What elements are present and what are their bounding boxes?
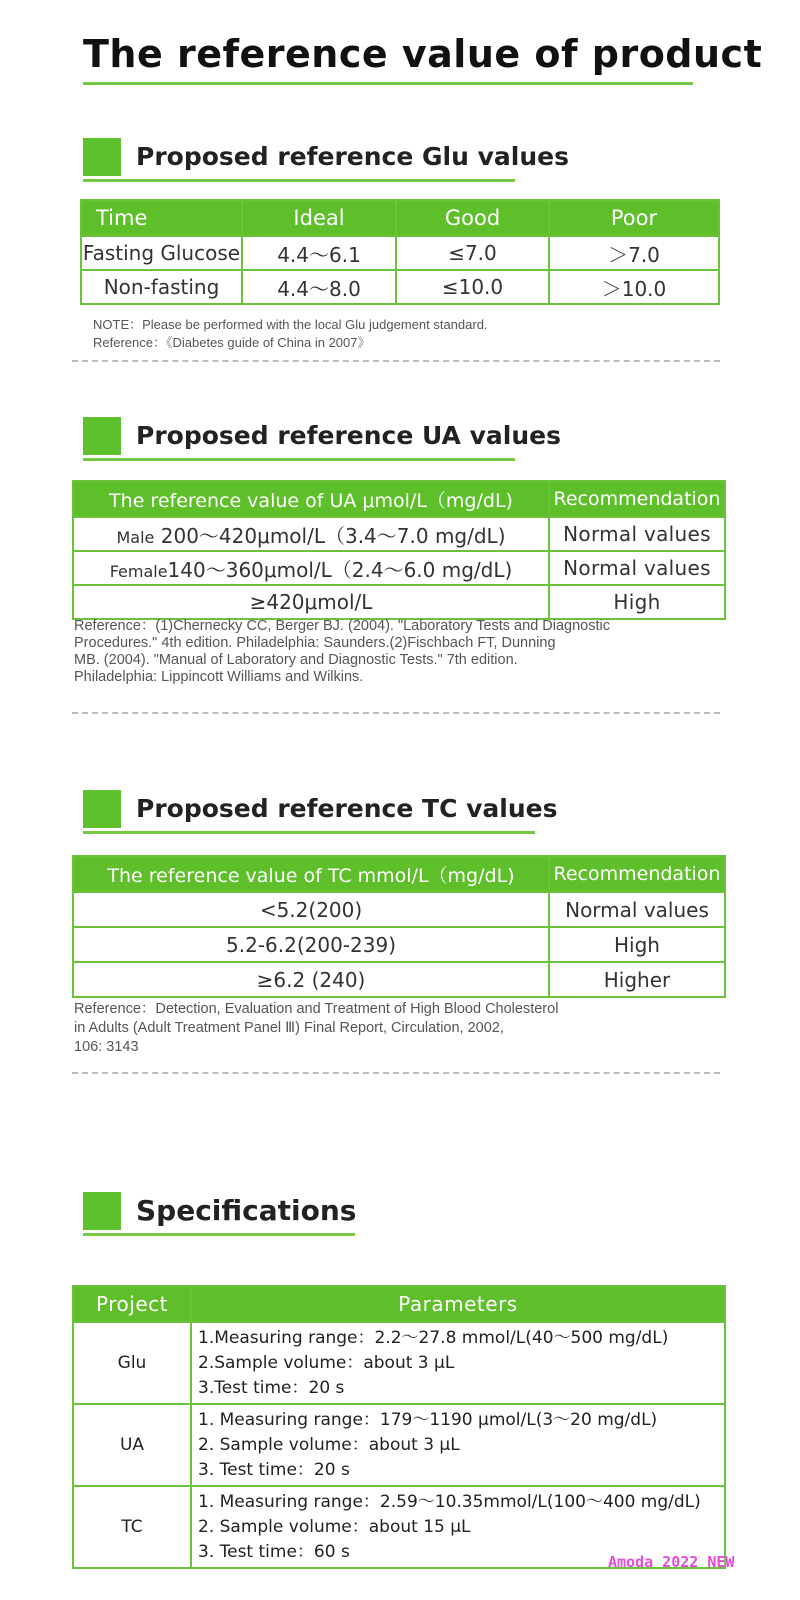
heading-underline — [83, 1233, 355, 1236]
table-header-row — [81, 200, 719, 236]
heading-underline — [83, 458, 515, 461]
table-cell — [73, 551, 549, 585]
table-cell: 5.2-6.2(200-239) — [73, 927, 549, 962]
recommendation-cell: Normal values — [549, 551, 725, 585]
column-header-poor: Poor — [549, 200, 719, 236]
reference-line: Procedures." 4th edition. Philadelphia: Saunders.(2)Fischbach FT, Dunning — [74, 635, 556, 651]
value-text: 200～420μmol/L（3.4～7.0 mg/dL) — [160, 523, 506, 548]
table-cell — [73, 517, 549, 551]
project-cell: Glu — [73, 1322, 191, 1404]
table-row — [73, 517, 725, 551]
reference-line: Reference：(1)Chernecky CC, Berger BJ. (2004). "Laboratory Tests and Diagnostic — [74, 618, 610, 634]
title-underline — [83, 82, 693, 85]
recommendation-cell: Normal values — [549, 517, 725, 551]
parameter-line: 3. Test time：60 s — [198, 1541, 350, 1562]
heading-marker-icon — [83, 138, 121, 176]
parameter-line: 1.Measuring range：2.2～27.8 mmol/L(40～500 mg/dL) — [198, 1327, 669, 1348]
parameter-line: 1. Measuring range：2.59～10.35mmol/L(100～400 mg/dL) — [198, 1491, 701, 1512]
column-header-parameters: Parameters — [191, 1286, 725, 1322]
glu-heading-label: Proposed reference Glu values — [136, 142, 569, 171]
value-text: 140～360μmol/L（2.4～6.0 mg/dL) — [167, 557, 513, 582]
page-title: The reference value of product — [83, 32, 763, 76]
table-row — [73, 962, 725, 997]
column-header-project: Project — [73, 1286, 191, 1322]
column-header-recommendation: Recommendation — [549, 481, 725, 517]
reference-line: MB. (2004). "Manual of Laboratory and Diagnostic Tests." 7th edition. — [74, 652, 518, 668]
table-row — [73, 892, 725, 927]
table-cell: Non-fasting — [81, 270, 242, 304]
recommendation-cell: Normal values — [549, 892, 725, 927]
glu-table — [80, 199, 720, 305]
column-header-good: Good — [396, 200, 549, 236]
table-header-row — [73, 1286, 725, 1322]
table-cell: ＞10.0 — [549, 270, 719, 304]
parameter-line: 3.Test time：20 s — [198, 1377, 345, 1398]
parameter-line: 1. Measuring range：179～1190 μmol/L(3～20 mg/dL) — [198, 1409, 658, 1430]
specs-heading-label: Specifications — [136, 1194, 357, 1227]
column-header-ideal: Ideal — [242, 200, 396, 236]
table-cell: ≤7.0 — [396, 236, 549, 270]
ua-reference — [74, 618, 610, 686]
specs-table — [72, 1285, 726, 1569]
table-row — [81, 270, 719, 304]
reference-line: 106: 3143 — [74, 1039, 139, 1055]
column-header-recommendation: Recommendation — [549, 856, 725, 892]
heading-marker-icon — [83, 1192, 121, 1230]
parameters-cell — [191, 1322, 725, 1404]
recommendation-cell: High — [549, 927, 725, 962]
parameter-line: 2. Sample volume：about 15 μL — [198, 1516, 471, 1537]
reference-line: Philadelphia: Lippincott Williams and Wilkins. — [74, 669, 364, 685]
row-label: Female — [109, 561, 168, 581]
ua-table — [72, 480, 726, 620]
table-cell: ＞7.0 — [549, 236, 719, 270]
column-header-time: Time — [81, 200, 242, 236]
table-cell: ≤10.0 — [396, 270, 549, 304]
table-cell: <5.2(200) — [73, 892, 549, 927]
table-row — [73, 551, 725, 585]
note-line: NOTE：Please be performed with the local Glu judgement standard. — [93, 317, 488, 332]
parameters-cell — [191, 1404, 725, 1486]
column-header-value: The reference value of TC mmol/L（mg/dL) — [73, 856, 549, 892]
table-cell: Fasting Glucose — [81, 236, 242, 270]
tc-heading-label: Proposed reference TC values — [136, 794, 558, 823]
section-divider — [72, 1072, 720, 1074]
project-cell: UA — [73, 1404, 191, 1486]
section-divider — [72, 360, 720, 362]
column-header-value: The reference value of UA μmol/L（mg/dL) — [73, 481, 549, 517]
watermark-text: Amoda 2022 NEW — [608, 1553, 735, 1571]
table-row — [73, 1404, 725, 1486]
table-header-row — [73, 856, 725, 892]
tc-reference — [74, 1000, 558, 1057]
section-divider — [72, 712, 720, 714]
table-row — [81, 236, 719, 270]
table-row — [73, 927, 725, 962]
table-header-row — [73, 481, 725, 517]
table-cell: 4.4～6.1 — [242, 236, 396, 270]
ua-heading-label: Proposed reference UA values — [136, 421, 561, 450]
reference-line: in Adults (Adult Treatment Panel Ⅲ) Final Report, Circulation, 2002, — [74, 1020, 504, 1036]
parameter-line: 2. Sample volume：about 3 μL — [198, 1434, 460, 1455]
parameter-line: 2.Sample volume：about 3 μL — [198, 1352, 455, 1373]
heading-marker-icon — [83, 790, 121, 828]
recommendation-cell: Higher — [549, 962, 725, 997]
table-cell: ≥420μmol/L — [73, 585, 549, 619]
table-cell: ≥6.2 (240) — [73, 962, 549, 997]
heading-underline — [83, 831, 535, 834]
tc-table — [72, 855, 726, 998]
glu-note — [93, 316, 488, 352]
reference-line: Reference：《Diabetes guide of China in 2007》 — [93, 335, 371, 350]
table-row — [73, 1322, 725, 1404]
table-cell: 4.4～8.0 — [242, 270, 396, 304]
reference-line: Reference：Detection, Evaluation and Treatment of High Blood Cholesterol — [74, 1001, 559, 1017]
row-label: Male — [116, 527, 155, 547]
recommendation-cell: High — [549, 585, 725, 619]
table-row — [73, 585, 725, 619]
project-cell: TC — [73, 1486, 191, 1568]
parameter-line: 3. Test time：20 s — [198, 1459, 350, 1480]
heading-marker-icon — [83, 417, 121, 455]
heading-underline — [83, 179, 515, 182]
